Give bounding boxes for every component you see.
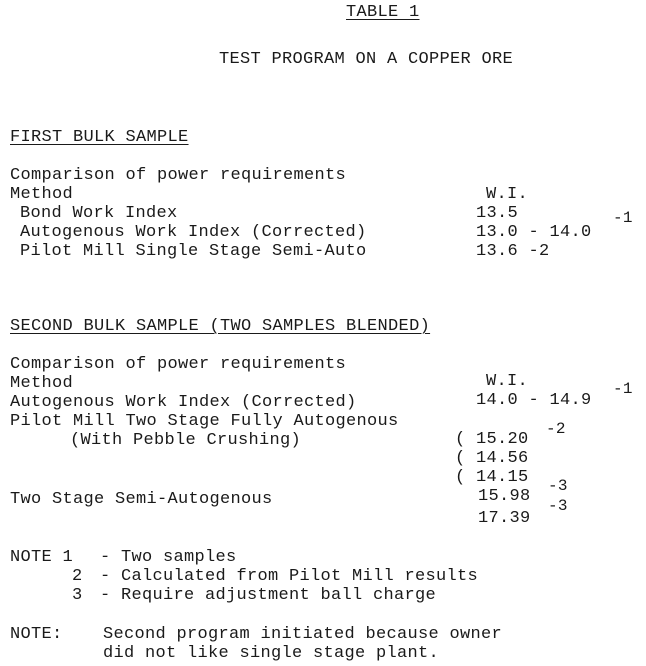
first-row-label: Pilot Mill Single Stage Semi-Auto <box>20 242 367 261</box>
final-note-label: NOTE: <box>10 625 63 644</box>
table-title: TABLE 1 <box>346 3 420 22</box>
first-row-value: 13.6 -2 <box>476 242 550 261</box>
second-autogenous-value: 14.0 - 14.9 <box>476 391 592 410</box>
second-semi-note: -3 <box>548 477 568 495</box>
second-autogenous-label: Autogenous Work Index (Corrected) <box>10 393 357 412</box>
second-semi-note: -3 <box>548 497 568 515</box>
note-item-text: - Two samples <box>100 548 237 567</box>
note-item-text: - Calculated from Pilot Mill results <box>100 567 479 586</box>
first-row-note: -1 <box>613 209 633 227</box>
second-fully-label: Pilot Mill Two Stage Fully Autogenous <box>10 412 399 431</box>
first-row-value: 13.5 <box>476 204 519 223</box>
second-semi-value: 17.39 <box>478 509 531 528</box>
second-fully-value: ( 14.15 <box>455 468 529 487</box>
first-method-label: Method <box>10 185 74 204</box>
first-sample-heading: FIRST BULK SAMPLE <box>10 128 189 147</box>
second-wi-header: W.I. <box>486 372 529 391</box>
note-item-number: 2 <box>72 567 83 586</box>
second-fully-note: -2 <box>546 420 566 438</box>
second-sample-heading: SECOND BULK SAMPLE (TWO SAMPLES BLENDED) <box>10 317 431 336</box>
second-semi-label: Two Stage Semi-Autogenous <box>10 490 273 509</box>
second-fully-sublabel: (With Pebble Crushing) <box>70 431 302 450</box>
first-row-label: Autogenous Work Index (Corrected) <box>20 223 367 242</box>
note-item-number: 3 <box>72 586 83 605</box>
second-comparison-line: Comparison of power requirements <box>10 355 347 374</box>
second-semi-value: 15.98 <box>478 487 531 506</box>
final-note-line: did not like single stage plant. <box>103 644 440 663</box>
second-method-label: Method <box>10 374 74 393</box>
note-item-text: - Require adjustment ball charge <box>100 586 437 605</box>
first-wi-header: W.I. <box>486 185 529 204</box>
first-row-value: 13.0 - 14.0 <box>476 223 592 242</box>
first-row-label: Bond Work Index <box>20 204 178 223</box>
table-subtitle: TEST PROGRAM ON A COPPER ORE <box>219 50 514 69</box>
second-autogenous-note: -1 <box>613 380 633 398</box>
second-fully-value: ( 15.20 <box>455 430 529 449</box>
first-comparison-line: Comparison of power requirements <box>10 166 347 185</box>
final-note-line: Second program initiated because owner <box>103 625 503 644</box>
second-fully-value: ( 14.56 <box>455 449 529 468</box>
notes-label: NOTE 1 <box>10 548 74 567</box>
